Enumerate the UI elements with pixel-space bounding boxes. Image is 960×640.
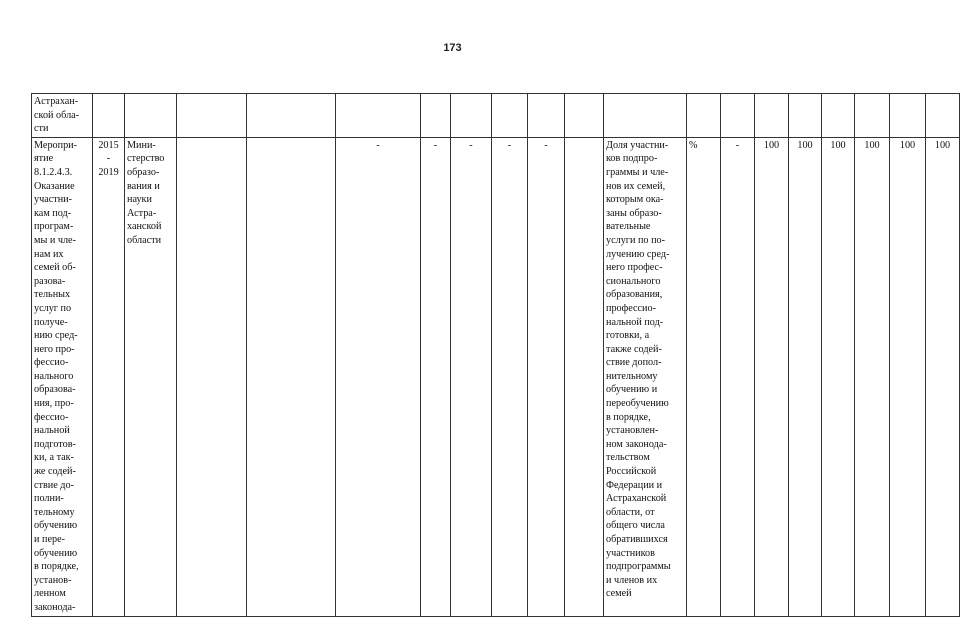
empty-cell <box>789 94 822 138</box>
value-cell: 100 <box>926 137 960 616</box>
empty-cell <box>451 94 492 138</box>
program-table <box>31 93 960 617</box>
funding-cell: - <box>421 137 451 616</box>
empty-cell <box>890 94 926 138</box>
empty-cell <box>421 94 451 138</box>
empty-cell <box>926 94 960 138</box>
empty-cell <box>125 94 177 138</box>
empty-cell <box>492 94 528 138</box>
value-cell: 100 <box>855 137 890 616</box>
base-value-cell: - <box>721 137 755 616</box>
empty-cell <box>177 137 247 616</box>
value-cell: 100 <box>755 137 789 616</box>
empty-cell <box>565 137 604 616</box>
empty-cell <box>755 94 789 138</box>
empty-cell <box>336 94 421 138</box>
value-cell: 100 <box>789 137 822 616</box>
period-cell: 2015 - 2019 <box>93 137 125 616</box>
indicator-cell: Доля участни- ков подпро- граммы и чле- нов их семей, которым ока- заны образо- вательные услуги по по- лучению сред- него профес- сионального образования, профессио- нальной под- готовки, а также содей- ствие допол- нительному обучению и переобучению в порядке, установлен- ном законода- тельством Российской Федерации и Астраханской области, от общего числа обратившихся участников подпрограммы и членов их семей <box>604 137 687 616</box>
empty-cell <box>247 94 336 138</box>
funding-cell: - <box>492 137 528 616</box>
empty-cell <box>93 94 125 138</box>
empty-cell <box>177 94 247 138</box>
page-number: 173 <box>443 42 462 54</box>
value-cell: 100 <box>822 137 855 616</box>
value-cell: 100 <box>890 137 926 616</box>
executor-cell: Мини- стерство образо- вания и науки Астра- ханской области <box>125 137 177 616</box>
funding-cell: - <box>451 137 492 616</box>
empty-cell <box>247 137 336 616</box>
empty-cell <box>687 94 721 138</box>
empty-cell <box>721 94 755 138</box>
empty-cell <box>528 94 565 138</box>
table-row-continuation <box>32 94 960 138</box>
activity-cell: Меропри- ятие 8.1.2.4.3. Оказание участни- кам под- програм- мы и чле- нам их семей об- разова- тельных услуг по получе- нию сред- него про- фессио- нального образова- ния, про- фессио- нальной подготов- ки, а так- же содей- ствие до- полни- тельному обучению и пере- обучению в порядке, установ- ленном законода- <box>32 137 93 616</box>
funding-cell: - <box>528 137 565 616</box>
funding-cell: - <box>336 137 421 616</box>
unit-cell: % <box>687 137 721 616</box>
empty-cell <box>604 94 687 138</box>
empty-cell <box>822 94 855 138</box>
empty-cell <box>855 94 890 138</box>
region-cell: Астрахан- ской обла- сти <box>32 94 93 138</box>
table-row-activity <box>32 137 960 616</box>
empty-cell <box>565 94 604 138</box>
